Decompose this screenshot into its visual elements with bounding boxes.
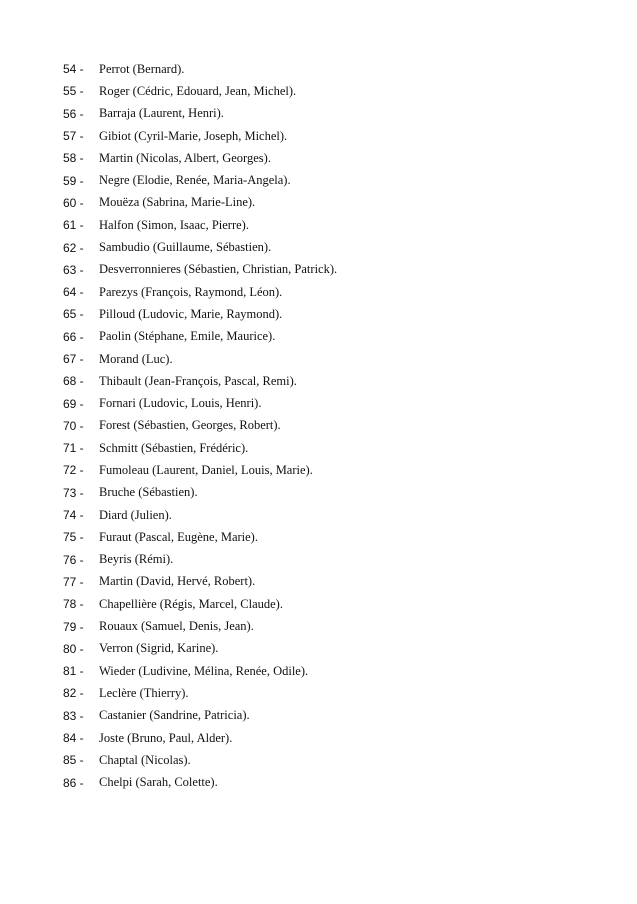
list-item xyxy=(63,638,337,660)
entry-number: 69 - xyxy=(63,396,84,411)
list-item xyxy=(63,103,337,125)
entry-number: 73 - xyxy=(63,485,84,500)
list-item xyxy=(63,571,337,593)
list-item xyxy=(63,705,337,727)
entry-name: Furaut (Pascal, Eugène, Marie). xyxy=(99,529,258,544)
entry-name: Paolin (Stéphane, Emile, Maurice). xyxy=(99,329,276,344)
entry-number: 82 - xyxy=(63,686,84,701)
entry-number: 59 - xyxy=(63,173,84,188)
entry-number: 85 - xyxy=(63,753,84,768)
list-item xyxy=(63,392,337,414)
entry-number: 60 - xyxy=(63,195,84,210)
entry-number: 86 - xyxy=(63,775,84,790)
entry-number: 66 - xyxy=(63,329,84,344)
list-item xyxy=(63,459,337,481)
list-item xyxy=(63,749,337,771)
entry-name: Schmitt (Sébastien, Frédéric). xyxy=(99,440,249,455)
entry-name: Verron (Sigrid, Karine). xyxy=(99,641,219,656)
entry-name: Wieder (Ludivine, Mélina, Renée, Odile). xyxy=(99,663,309,678)
entry-number: 56 - xyxy=(63,106,84,121)
entry-name: Diard (Julien). xyxy=(99,507,172,522)
entry-number: 61 - xyxy=(63,218,84,233)
list-item xyxy=(63,169,337,191)
list-item xyxy=(63,326,337,348)
list-item xyxy=(63,147,337,169)
entry-name: Negre (Elodie, Renée, Maria-Angela). xyxy=(99,173,291,188)
entry-name: Chaptal (Nicolas). xyxy=(99,752,191,767)
list-item xyxy=(63,259,337,281)
list-item xyxy=(63,772,337,794)
list-item xyxy=(63,482,337,504)
entry-number: 76 - xyxy=(63,552,84,567)
list-item xyxy=(63,214,337,236)
entry-number: 57 - xyxy=(63,129,84,144)
list-item xyxy=(63,437,337,459)
entry-name: Chapellière (Régis, Marcel, Claude). xyxy=(99,596,283,611)
list-item xyxy=(63,281,337,303)
entry-number: 71 - xyxy=(63,441,84,456)
entry-number: 54 - xyxy=(63,62,84,77)
entry-number: 83 - xyxy=(63,708,84,723)
entry-name: Beyris (Rémi). xyxy=(99,552,174,567)
entry-number: 81 - xyxy=(63,664,84,679)
list-item xyxy=(63,125,337,147)
entry-name: Parezys (François, Raymond, Léon). xyxy=(99,284,283,299)
list-item xyxy=(63,303,337,325)
entry-number: 84 - xyxy=(63,731,84,746)
entry-number: 68 - xyxy=(63,374,84,389)
entry-name: Leclère (Thierry). xyxy=(99,685,189,700)
list-item xyxy=(63,58,337,80)
entry-number: 80 - xyxy=(63,641,84,656)
list-item xyxy=(63,549,337,571)
entry-name: Forest (Sébastien, Georges, Robert). xyxy=(99,418,281,433)
entry-name: Mouëza (Sabrina, Marie-Line). xyxy=(99,195,256,210)
entry-number: 63 - xyxy=(63,262,84,277)
name-list xyxy=(63,58,337,794)
list-item xyxy=(63,348,337,370)
entry-name: Fornari (Ludovic, Louis, Henri). xyxy=(99,396,262,411)
list-item xyxy=(63,192,337,214)
entry-name: Thibault (Jean-François, Pascal, Remi). xyxy=(99,373,297,388)
entry-name: Desverronnieres (Sébastien, Christian, Patrick). xyxy=(99,262,338,277)
entry-name: Morand (Luc). xyxy=(99,351,173,366)
list-item xyxy=(63,615,337,637)
entry-number: 58 - xyxy=(63,151,84,166)
entry-name: Gibiot (Cyril-Marie, Joseph, Michel). xyxy=(99,128,288,143)
list-item xyxy=(63,526,337,548)
entry-number: 75 - xyxy=(63,530,84,545)
entry-name: Perrot (Bernard). xyxy=(99,61,185,76)
entry-name: Martin (David, Hervé, Robert). xyxy=(99,574,256,589)
entry-name: Joste (Bruno, Paul, Alder). xyxy=(99,730,233,745)
entry-number: 67 - xyxy=(63,352,84,366)
entry-name: Sambudio (Guillaume, Sébastien). xyxy=(99,240,272,255)
entry-name: Fumoleau (Laurent, Daniel, Louis, Marie). xyxy=(99,462,313,477)
entry-number: 72 - xyxy=(63,463,84,478)
entry-number: 70 - xyxy=(63,418,84,433)
entry-name: Bruche (Sébastien). xyxy=(99,485,198,500)
list-item xyxy=(63,236,337,258)
list-item xyxy=(63,415,337,437)
entry-number: 65 - xyxy=(63,307,84,322)
list-item xyxy=(63,660,337,682)
entry-name: Chelpi (Sarah, Colette). xyxy=(99,775,218,790)
entry-name: Barraja (Laurent, Henri). xyxy=(99,106,224,121)
list-item xyxy=(63,80,337,102)
entry-name: Halfon (Simon, Isaac, Pierre). xyxy=(99,217,249,232)
list-item xyxy=(63,504,337,526)
entry-number: 78 - xyxy=(63,597,84,612)
entry-number: 79 - xyxy=(63,619,84,634)
entry-number: 64 - xyxy=(63,285,84,300)
entry-name: Rouaux (Samuel, Denis, Jean). xyxy=(99,619,254,634)
entry-number: 62 - xyxy=(63,240,84,255)
entry-name: Pilloud (Ludovic, Marie, Raymond). xyxy=(99,306,283,321)
list-item xyxy=(63,682,337,704)
list-item xyxy=(63,593,337,615)
entry-name: Martin (Nicolas, Albert, Georges). xyxy=(99,150,271,165)
list-item xyxy=(63,370,337,392)
list-item xyxy=(63,727,337,749)
entry-number: 77 - xyxy=(63,574,84,589)
entry-name: Castanier (Sandrine, Patricia). xyxy=(99,708,250,723)
entry-name: Roger (Cédric, Edouard, Jean, Michel). xyxy=(99,83,297,98)
entry-number: 74 - xyxy=(63,508,84,523)
entry-number: 55 - xyxy=(63,84,84,99)
